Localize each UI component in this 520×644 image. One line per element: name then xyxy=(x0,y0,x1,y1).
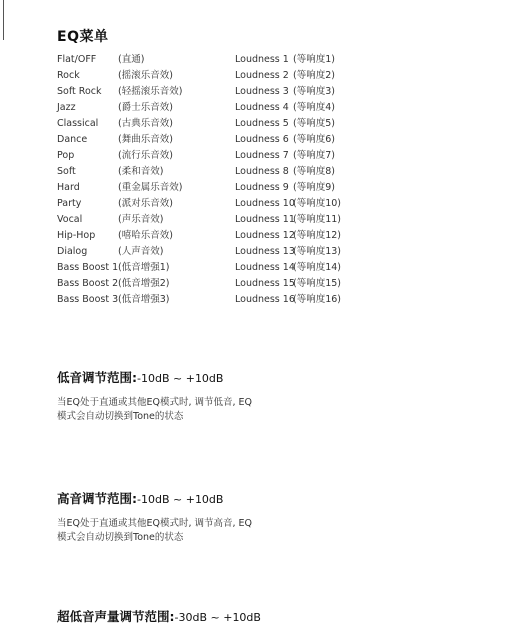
eq-preset-item-desc: (低音增强2) xyxy=(118,278,170,289)
loudness-preset-item-name: Loudness 11 xyxy=(235,214,295,225)
bass-range-label: 低音调节范围 xyxy=(57,370,133,385)
eq-preset-item-desc: (声乐音效) xyxy=(118,214,164,225)
loudness-preset-item-desc: (等响度10) xyxy=(293,198,342,209)
eq-preset-item-name: Party xyxy=(57,198,82,209)
eq-preset-item-name: Bass Boost 2 xyxy=(57,278,119,289)
eq-preset-item-name: Classical xyxy=(57,118,99,129)
eq-preset-item-name: Soft xyxy=(57,166,76,177)
loudness-preset-item xyxy=(235,292,520,308)
loudness-preset-item-name: Loudness 10 xyxy=(235,198,295,209)
loudness-preset-item xyxy=(235,212,520,228)
eq-preset-item-desc: (爵士乐音效) xyxy=(118,102,173,113)
eq-preset-item-desc: (直通) xyxy=(118,54,145,65)
loudness-preset-item-name: Loudness 5 xyxy=(235,118,289,129)
loudness-preset-item-name: Loudness 14 xyxy=(235,262,295,273)
eq-preset-item-name: Hard xyxy=(57,182,80,193)
subwoofer-range-value: -30dB ~ +10dB xyxy=(174,611,261,624)
loudness-preset-item-desc: (等响度13) xyxy=(293,246,342,257)
loudness-preset-item-name: Loudness 16 xyxy=(235,294,295,305)
loudness-preset-item-desc: (等响度12) xyxy=(293,230,342,241)
loudness-preset-item-name: Loudness 1 xyxy=(235,54,289,65)
loudness-preset-item xyxy=(235,244,520,260)
eq-preset-item-name: Jazz xyxy=(57,102,76,113)
loudness-preset-item-desc: (等响度11) xyxy=(293,214,342,225)
eq-preset-item-name: Dance xyxy=(57,134,88,145)
loudness-preset-item-name: Loudness 15 xyxy=(235,278,295,289)
eq-preset-item-desc: (人声音效) xyxy=(118,246,164,257)
treble-range-desc-line2: 模式会自动切换到Tone的状态 xyxy=(57,532,184,543)
treble-range-desc-line1: 当EQ处于直通或其他EQ模式时, 调节高音, EQ xyxy=(57,518,253,529)
loudness-preset-item-desc: (等响度15) xyxy=(293,278,342,289)
eq-preset-item-name: Bass Boost 3 xyxy=(57,294,119,305)
treble-range-heading xyxy=(57,489,477,507)
bass-range-section xyxy=(57,368,477,424)
loudness-preset-item-desc: (等响度6) xyxy=(293,134,335,145)
loudness-preset-item-name: Loudness 12 xyxy=(235,230,295,241)
loudness-preset-item-desc: (等响度3) xyxy=(293,86,335,97)
treble-range-label: 高音调节范围 xyxy=(57,491,133,506)
eq-preset-item-desc: (重金属乐音效) xyxy=(118,182,183,193)
loudness-preset-item-desc: (等响度16) xyxy=(293,294,342,305)
bass-range-value: -10dB ~ +10dB xyxy=(137,372,224,385)
loudness-preset-item-desc: (等响度2) xyxy=(293,70,335,81)
bass-range-description xyxy=(57,396,287,424)
loudness-preset-item-name: Loudness 4 xyxy=(235,102,289,113)
loudness-preset-item xyxy=(235,132,520,148)
eq-menu-title: EQ菜单 xyxy=(57,29,109,45)
eq-preset-item-desc: (低音增强3) xyxy=(118,294,170,305)
eq-preset-item-desc: (低音增强1) xyxy=(118,262,170,273)
eq-preset-item-desc: (古典乐音效) xyxy=(118,118,173,129)
eq-preset-item-desc: (派对乐音效) xyxy=(118,198,173,209)
loudness-preset-item-name: Loudness 7 xyxy=(235,150,289,161)
eq-preset-item-name: Pop xyxy=(57,150,75,161)
loudness-preset-item-name: Loudness 13 xyxy=(235,246,295,257)
loudness-preset-item xyxy=(235,52,520,68)
loudness-preset-item xyxy=(235,180,520,196)
loudness-preset-item xyxy=(235,84,520,100)
treble-range-description xyxy=(57,517,287,545)
bass-range-heading xyxy=(57,368,477,386)
loudness-preset-item xyxy=(235,228,520,244)
loudness-preset-item-name: Loudness 9 xyxy=(235,182,289,193)
loudness-preset-item-desc: (等响度8) xyxy=(293,166,335,177)
loudness-preset-item-name: Loudness 3 xyxy=(235,86,289,97)
loudness-preset-item-name: Loudness 8 xyxy=(235,166,289,177)
eq-preset-item-desc: (舞曲乐音效) xyxy=(118,134,173,145)
loudness-preset-item xyxy=(235,100,520,116)
eq-preset-item-name: Dialog xyxy=(57,246,88,257)
loudness-preset-item xyxy=(235,260,520,276)
loudness-preset-item xyxy=(235,196,520,212)
eq-preset-item-desc: (摇滚乐音效) xyxy=(118,70,173,81)
bass-range-desc-line1: 当EQ处于直通或其他EQ模式时, 调节低音, EQ xyxy=(57,397,253,408)
loudness-preset-item-desc: (等响度7) xyxy=(293,150,335,161)
loudness-preset-item xyxy=(235,148,520,164)
eq-preset-item-name: Hip-Hop xyxy=(57,230,96,241)
bass-range-colon: : xyxy=(132,370,138,385)
loudness-preset-item-desc: (等响度4) xyxy=(293,102,335,113)
treble-range-colon: : xyxy=(132,491,138,506)
eq-preset-item-desc: (轻摇滚乐音效) xyxy=(118,86,183,97)
subwoofer-range-label: 超低音声量调节范围 xyxy=(57,609,170,624)
loudness-preset-item-desc: (等响度5) xyxy=(293,118,335,129)
loudness-preset-item-desc: (等响度9) xyxy=(293,182,335,193)
loudness-preset-item-name: Loudness 2 xyxy=(235,70,289,81)
eq-preset-item-desc: (柔和音效) xyxy=(118,166,164,177)
eq-preset-item-desc: (流行乐音效) xyxy=(118,150,173,161)
bass-range-desc-line2: 模式会自动切换到Tone的状态 xyxy=(57,411,184,422)
loudness-preset-item-desc: (等响度1) xyxy=(293,54,335,65)
loudness-preset-item xyxy=(235,68,520,84)
treble-range-value: -10dB ~ +10dB xyxy=(137,493,224,506)
eq-preset-item-name: Soft Rock xyxy=(57,86,102,97)
treble-range-section xyxy=(57,489,477,545)
eq-preset-item-name: Bass Boost 1 xyxy=(57,262,119,273)
subwoofer-range-heading xyxy=(57,607,477,625)
eq-preset-item-name: Flat/OFF xyxy=(57,54,97,65)
eq-preset-item-desc: (嘻哈乐音效) xyxy=(118,230,173,241)
loudness-preset-item xyxy=(235,276,520,292)
subwoofer-range-section xyxy=(57,607,477,625)
page-edge-rule xyxy=(3,0,4,40)
eq-preset-item-name: Rock xyxy=(57,70,80,81)
loudness-preset-item xyxy=(235,116,520,132)
loudness-preset-item-name: Loudness 6 xyxy=(235,134,289,145)
eq-preset-item-name: Vocal xyxy=(57,214,83,225)
subwoofer-range-colon: : xyxy=(169,609,175,624)
loudness-preset-list xyxy=(235,52,520,308)
loudness-preset-item-desc: (等响度14) xyxy=(293,262,342,273)
loudness-preset-item xyxy=(235,164,520,180)
